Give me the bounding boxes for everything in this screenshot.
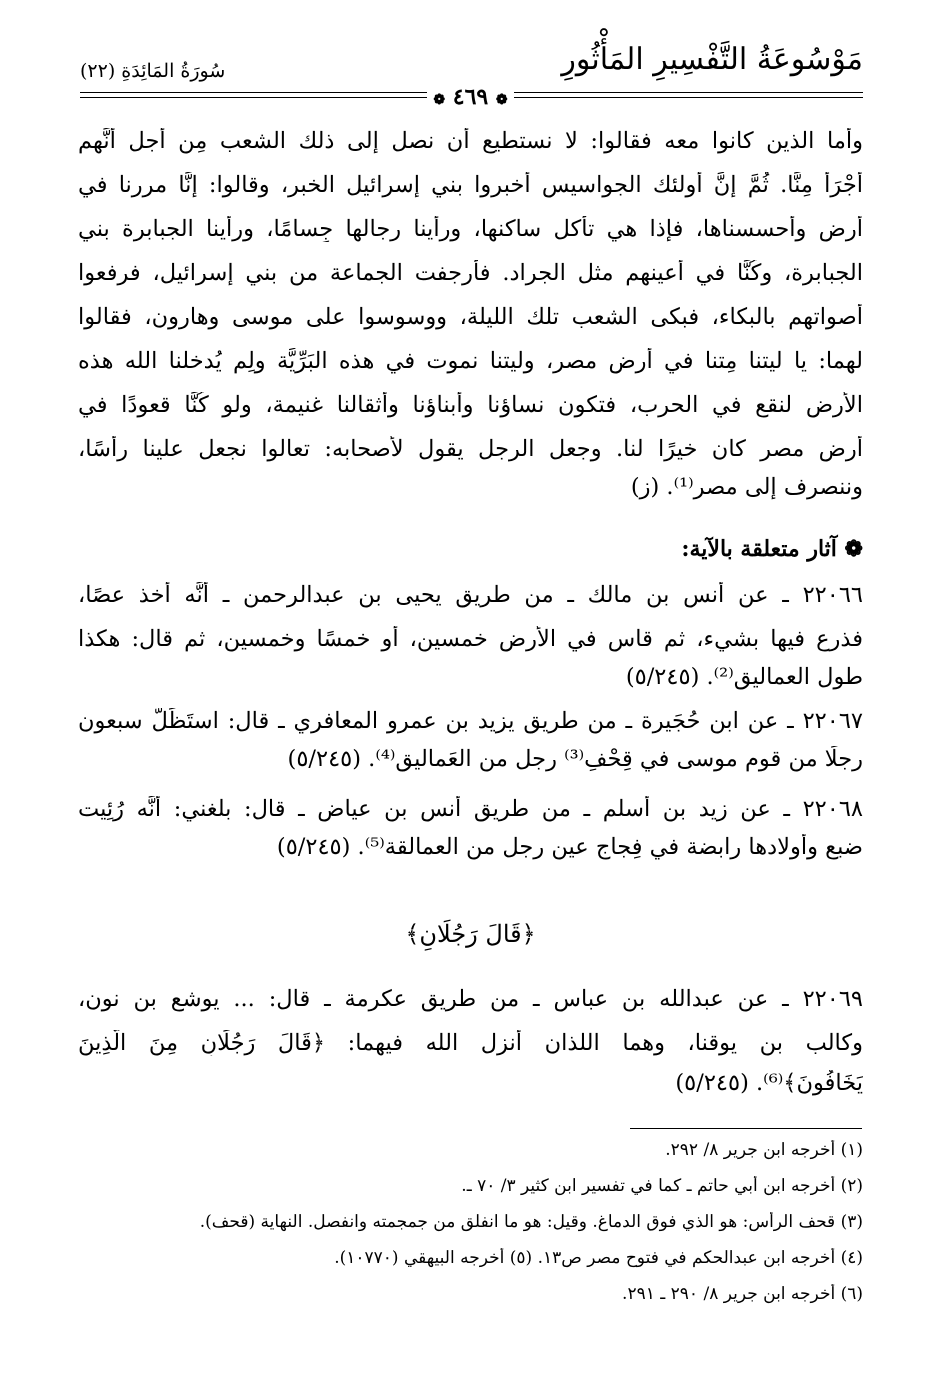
section-heading: ❁ آثار متعلقة بالآية: (681, 536, 863, 562)
entry-line: ٢٢٠٦٩ ـ عن عبدالله بن عباس ـ من طريق عكرمة ـ قال: ... يوشع بن نون، (78, 986, 863, 1012)
entry-line: فذرع فيها بشيء، ثم قاس في الأرض خمسين، أو خمسًا وخمسين، ثم قال: هكذا (78, 626, 863, 652)
body-line: لهما: يا ليتنا مِتنا في أرض مصر، وليتنا نموت في هذه البَرِّيَّة ولِم يُدخلنا الله هذه (78, 348, 863, 374)
body-line: أَجْرَأُ مِنَّا. ثُمَّ إنَّ أولئك الجواسيس أخبروا بني إسرائيل الخبر، وقالوا: إنَّا مررنا في (78, 172, 863, 198)
footnote: (٦) أخرجه ابن جرير ٨/ ٢٩٠ ـ ٢٩١. (622, 1284, 863, 1304)
body-line: الأرض لنقع في الحرب، فتكون نساؤنا وأبناؤنا وأثقالنا غنيمة، ولو كُنَّا قعودًا في (78, 392, 863, 418)
entry-line: ٢٢٠٦٨ ـ عن زيد بن أسلم ـ من طريق أنس بن عياض ـ قال: بلغني: أنَّه رُئِيت (78, 796, 863, 822)
footnote-divider (630, 1128, 862, 1129)
entry-line: يَخَافُونَ﴾⁽⁶⁾. (٥/٢٤٥) (675, 1070, 863, 1096)
footnote: (٢) أخرجه ابن أبي حاتم ـ كما في تفسير ابن كثير ٣/ ٧٠ ـ. (461, 1176, 863, 1196)
footnote: (٤) أخرجه ابن عبدالحكم في فتوح مصر ص١٣. (٥) أخرجه البيهقي (١٠٧٧٠). (334, 1248, 863, 1268)
footnote: (٣) قحف الرأس: هو الذي فوق الدماغ. وقيل: هو ما انفلق من جمجمته وانفصل. النهاية (قحف). (199, 1212, 863, 1232)
body-line: أصواتهم بالبكاء، فبكى الشعب تلك الليلة، ووسوسوا على موسى وهارون، فقالوا (78, 304, 863, 330)
entry-line: طول العماليق⁽²⁾. (٥/٢٤٥) (625, 664, 863, 690)
ornament-icon: ❁ (433, 92, 446, 108)
body-line: أرض مصر كان خيرًا لنا. وجعل الرجل يقول لأصحابه: تعالوا نجعل علينا رأسًا، (78, 436, 863, 462)
entry-line: وكالب بن يوقنا، وهما اللذان أنزل الله فيهما: ﴿قَالَ رَجُلَانِ مِنَ الَّذِينَ (78, 1030, 863, 1056)
entry-line: ٢٢٠٦٧ ـ عن ابن حُجَيرة ـ من طريق يزيد بن عمرو المعافري ـ قال: استَظَلَّ سبعون (78, 708, 863, 734)
entry-line: ضبع وأولادها رابضة في فِجاج عينِ رجل من العمالقة⁽⁵⁾. (٥/٢٤٥) (276, 834, 863, 860)
ayah-heading: ﴿قَالَ رَجُلَانِ﴾ (405, 920, 536, 948)
page-number: ٤٦٩ (452, 84, 489, 110)
body-line: أرضٍ وأحسسناها، فإذا هي تأكل ساكنها، ورأينا رجالها جِسامًا، ورأينا الجبابرة بني (78, 216, 863, 242)
entry-line: ٢٢٠٦٦ ـ عن أنس بن مالك ـ من طريق يحيى بن عبدالرحمن ـ أنَّه أخذ عصًا، (78, 582, 863, 608)
body-line: وننصرف إلى مصر⁽¹⁾. (ز) (630, 474, 863, 500)
book-title: مَوْسُوعَةُ التَّفْسِيرِ المَأْثُورِ (561, 42, 863, 77)
footnote: (١) أخرجه ابن جرير ٨/ ٢٩٢. (665, 1140, 863, 1160)
body-line: الجبابرة، وكُنَّا في أعينهم مثل الجراد. فأرجفت الجماعة من بني إسرائيل، فرفعوا (78, 260, 863, 286)
page-number-block (0, 84, 941, 110)
ornament-icon: ❁ (495, 92, 508, 108)
surah-name: سُورَةُ المَائِدَةِ (٢٢) (80, 60, 226, 82)
body-line: وأما الذين كانوا معه فقالوا: لا نستطيع أن نصل إلى ذلك الشعب مِن أجل أنَّهم (78, 128, 863, 154)
entry-line: رجلًا من قوم موسى في قِحْفِ⁽³⁾ رجل من العَماليق⁽⁴⁾. (٥/٢٤٥) (287, 746, 863, 772)
